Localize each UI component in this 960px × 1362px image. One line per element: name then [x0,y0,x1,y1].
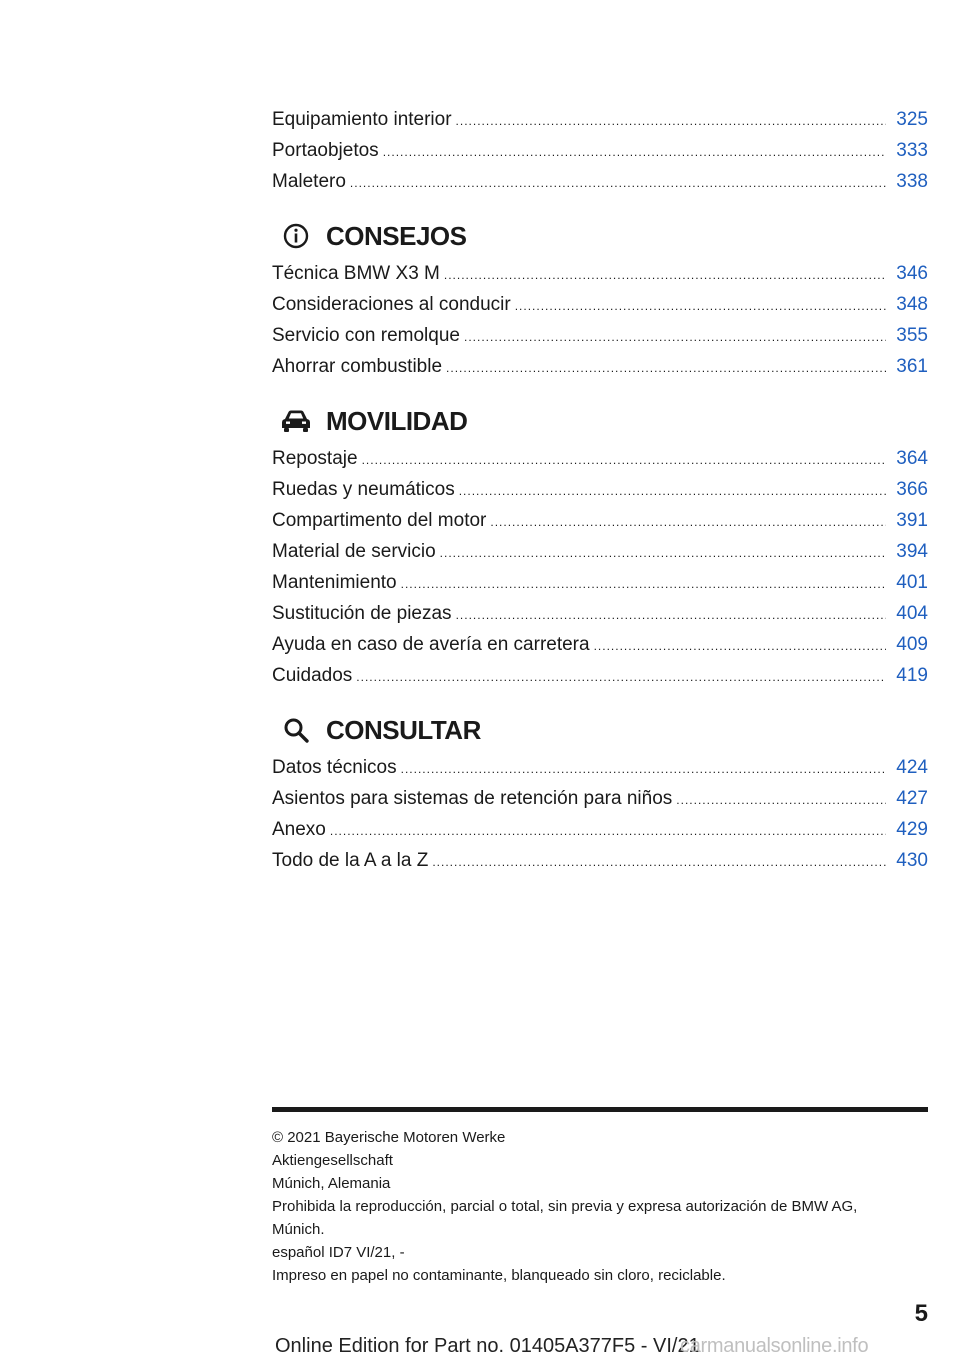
car-icon [276,401,316,441]
toc-entry-label: Servicio con remolque [272,325,460,346]
toc-entry-label: Ahorrar combustible [272,356,443,377]
dot-leader [444,260,886,291]
dot-leader [383,137,887,168]
toc-entry-material-de-servicio[interactable] [272,536,928,567]
toc-entry-cuidados[interactable] [272,660,928,691]
toc-entry-label: Portaobjetos [272,140,379,161]
dot-leader [356,662,886,693]
toc-entry-label: Sustitución de piezas [272,603,452,624]
watermark-text: carmanualsonline.info [680,1335,869,1357]
dot-leader [330,816,886,847]
toc-entry-page-link[interactable]: 338 [896,171,928,192]
table-of-contents [272,104,928,876]
toc-entry-tecnica-bmw-x3-m[interactable] [272,258,928,289]
toc-entry-label: Ruedas y neumáticos [272,479,455,500]
dot-leader [464,322,886,353]
toc-entry-page-link[interactable]: 366 [896,479,928,500]
edition-footer: Online Edition for Part no. 01405A377F5 - VI/21 [275,1335,700,1357]
toc-entry-ruedas-y-neumaticos[interactable] [272,474,928,505]
toc-entry-ahorrar-combustible[interactable] [272,351,928,382]
imprint-line: © 2021 Bayerische Motoren Werke [272,1129,506,1146]
dot-leader [490,507,886,538]
toc-entry-page-link[interactable]: 346 [896,263,928,284]
imprint-line: Impreso en papel no contaminante, blanqueado sin cloro, reciclable. [272,1267,726,1284]
dot-leader [456,600,887,631]
toc-entry-label: Técnica BMW X3 M [272,263,440,284]
toc-entry-todo-de-la-a-a-la-z[interactable] [272,845,928,876]
toc-entry-sustitucion-de-piezas[interactable] [272,598,928,629]
dot-leader [440,538,887,569]
section-heading-movilidad [272,401,928,441]
toc-entry-label: Repostaje [272,448,358,469]
toc-entry-page-link[interactable]: 394 [896,541,928,562]
section-title: CONSEJOS [326,220,467,251]
toc-entry-page-link[interactable]: 355 [896,325,928,346]
toc-entry-page-link[interactable]: 427 [896,788,928,809]
section-title: CONSULTAR [326,714,481,745]
toc-entry-page-link[interactable]: 429 [896,819,928,840]
toc-entry-asientos-para-sistemas-de-retencion-para-ninos[interactable] [272,783,928,814]
section-heading-consejos [272,216,928,256]
toc-entry-page-link[interactable]: 333 [896,140,928,161]
dot-leader [362,445,887,476]
toc-entry-consideraciones-al-conducir[interactable] [272,289,928,320]
toc-entry-label: Datos técnicos [272,757,397,778]
dot-leader [446,353,886,384]
toc-entry-datos-tecnicos[interactable] [272,752,928,783]
toc-entry-label: Material de servicio [272,541,436,562]
toc-entry-label: Ayuda en caso de avería en carretera [272,634,590,655]
dot-leader [432,847,886,878]
toc-entry-label: Todo de la A a la Z [272,850,429,871]
toc-entry-repostaje[interactable] [272,443,928,474]
toc-entry-anexo[interactable] [272,814,928,845]
dot-leader [401,754,887,785]
dot-leader [515,291,887,322]
toc-entry-page-link[interactable]: 325 [896,109,928,130]
imprint-line: español ID7 VI/21, - [272,1244,405,1261]
imprint-line: Aktiengesellschaft [272,1152,393,1169]
toc-entry-page-link[interactable]: 401 [896,572,928,593]
toc-entry-equipamiento-interior[interactable] [272,104,928,135]
toc-entry-label: Mantenimiento [272,572,397,593]
toc-entry-label: Anexo [272,819,326,840]
toc-entry-page-link[interactable]: 404 [896,603,928,624]
toc-entry-page-link[interactable]: 430 [896,850,928,871]
dot-leader [594,631,887,662]
dot-leader [676,785,886,816]
section-heading-consultar [272,710,928,750]
search-icon [276,710,316,750]
section-title: MOVILIDAD [326,405,468,436]
info-icon [276,216,316,256]
dot-leader [456,106,887,137]
dot-leader [459,476,887,507]
imprint-block [272,1126,912,1287]
page-number: 5 [914,1300,928,1327]
toc-entry-page-link[interactable]: 348 [896,294,928,315]
divider-rule [272,1107,928,1112]
toc-entry-label: Consideraciones al conducir [272,294,511,315]
toc-entry-servicio-con-remolque[interactable] [272,320,928,351]
toc-entry-ayuda-en-caso-de-averia-en-carretera[interactable] [272,629,928,660]
toc-entry-mantenimiento[interactable] [272,567,928,598]
dot-leader [350,168,886,199]
toc-entry-label: Compartimento del motor [272,510,487,531]
toc-entry-label: Equipamiento interior [272,109,452,130]
toc-entry-page-link[interactable]: 364 [896,448,928,469]
toc-entry-page-link[interactable]: 361 [896,356,928,377]
toc-entry-page-link[interactable]: 391 [896,510,928,531]
dot-leader [401,569,887,600]
toc-entry-page-link[interactable]: 419 [896,665,928,686]
toc-entry-page-link[interactable]: 424 [896,757,928,778]
imprint-line: Múnich, Alemania [272,1175,391,1192]
toc-entry-label: Asientos para sistemas de retención para niños [272,788,673,809]
toc-entry-portaobjetos[interactable] [272,135,928,166]
imprint-line: Prohibida la reproducción, parcial o total, sin previa y expresa autorización de BMW AG, Múnich. [272,1198,858,1238]
toc-entry-page-link[interactable]: 409 [896,634,928,655]
toc-entry-label: Cuidados [272,665,353,686]
toc-entry-compartimento-del-motor[interactable] [272,505,928,536]
toc-entry-label: Maletero [272,171,346,192]
toc-entry-maletero[interactable] [272,166,928,197]
